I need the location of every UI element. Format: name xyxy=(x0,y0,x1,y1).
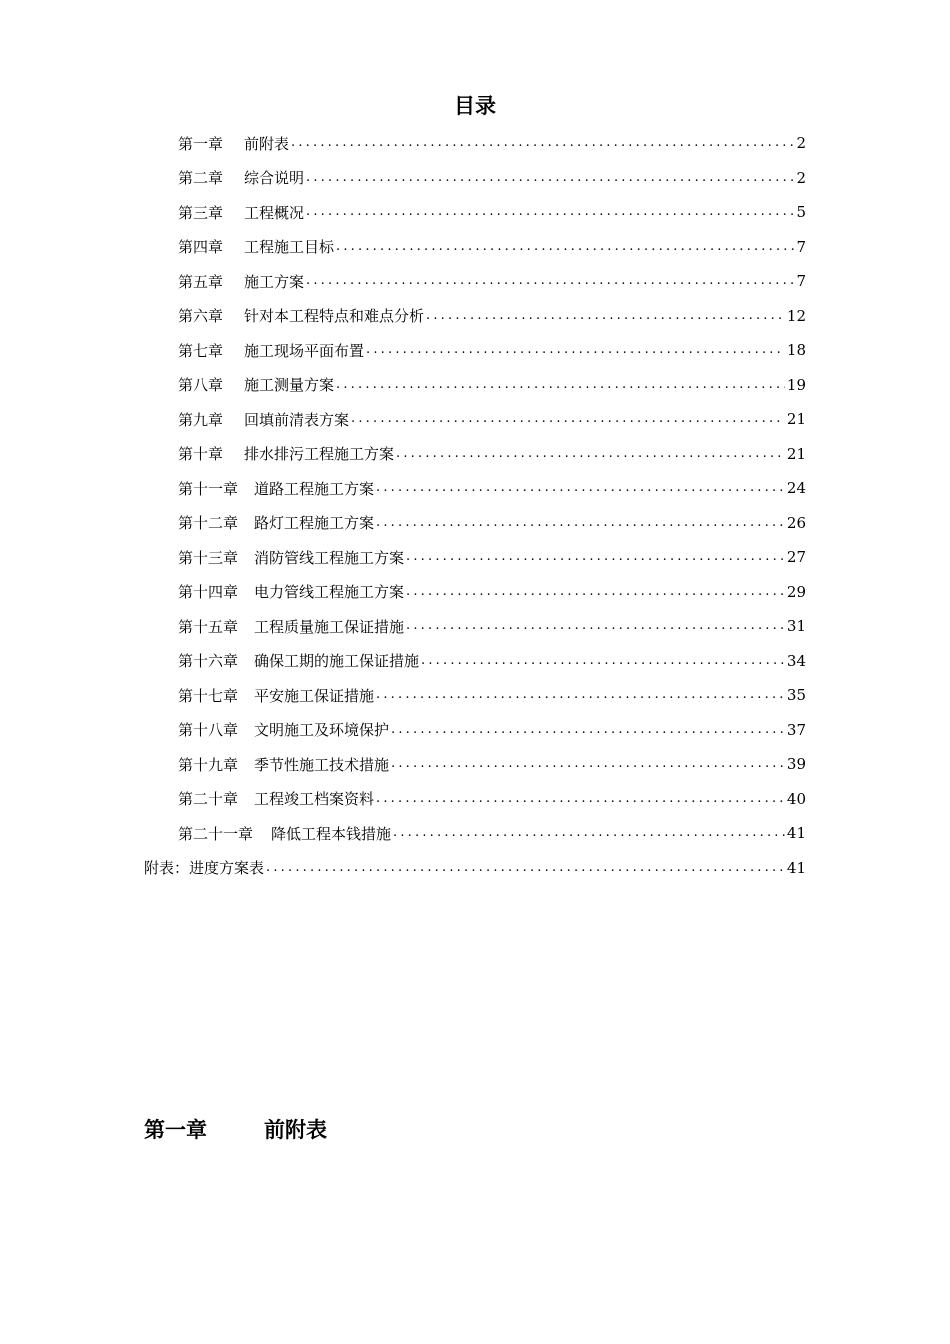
toc-entry-number: 第一章 xyxy=(178,134,224,153)
toc-entry-text: 工程竣工档案资料 xyxy=(254,790,375,808)
toc-entry-page: 2 xyxy=(796,134,806,152)
toc-entry-text: 电力管线工程施工方案 xyxy=(254,583,405,601)
chapter-heading-title: 前附表 xyxy=(264,1118,327,1142)
chapter-heading-number: 第一章 xyxy=(144,1118,207,1142)
toc-entry[interactable] xyxy=(178,195,806,229)
toc-entry-page: 41 xyxy=(786,858,806,877)
toc-entry[interactable] xyxy=(178,713,806,747)
toc-entry[interactable] xyxy=(178,126,806,160)
toc-entry[interactable] xyxy=(178,471,806,505)
toc-entry-page: 19 xyxy=(786,375,806,394)
toc-entry-page: 40 xyxy=(786,789,806,808)
toc-entry[interactable] xyxy=(178,333,806,367)
toc-entry[interactable] xyxy=(178,540,806,574)
toc-entry[interactable] xyxy=(178,747,806,781)
toc-entry-text: 道路工程施工方案 xyxy=(254,479,375,498)
toc-entry-page: 24 xyxy=(786,479,806,497)
toc-entry-text: 工程质量施工保证措施 xyxy=(254,617,405,636)
toc-entry-number: 第九章 xyxy=(178,410,224,429)
toc-leader-dots xyxy=(351,410,785,428)
toc-entry-text: 综合说明 xyxy=(244,169,305,187)
toc-entry[interactable] xyxy=(178,644,806,678)
toc-entry-page: 21 xyxy=(786,444,806,463)
toc-entry[interactable] xyxy=(178,161,806,195)
toc-title: 目录 xyxy=(454,94,496,118)
toc-leader-dots xyxy=(393,824,785,842)
toc-entry-page: 41 xyxy=(786,824,806,842)
toc-leader-dots xyxy=(406,583,785,601)
toc-leader-dots xyxy=(421,652,785,670)
toc-entry-text: 季节性施工技术措施 xyxy=(254,755,390,774)
toc-entry-text: 施工现场平面布置 xyxy=(244,341,365,360)
toc-entry-number: 第二十章 xyxy=(178,790,239,808)
toc-leader-dots xyxy=(396,445,785,463)
toc-entry-text: 工程概况 xyxy=(244,203,305,222)
toc-leader-dots xyxy=(391,755,785,773)
toc-entry[interactable] xyxy=(178,678,806,712)
toc-entry-number: 第七章 xyxy=(178,341,224,360)
toc-entry-page: 21 xyxy=(786,410,806,428)
toc-entry-text: 回填前清表方案 xyxy=(244,410,350,429)
toc-entry-number: 第二章 xyxy=(178,169,224,187)
toc-entry[interactable] xyxy=(178,402,806,436)
toc-leader-dots xyxy=(376,479,785,497)
toc-entry-number: 第十六章 xyxy=(178,652,239,670)
chapter-heading xyxy=(144,1112,327,1148)
toc-entry-number: 第六章 xyxy=(178,307,224,325)
toc-entry-number: 第四章 xyxy=(178,238,224,256)
toc-entry[interactable] xyxy=(178,816,806,850)
toc-entry-page: 7 xyxy=(796,272,806,290)
toc-leader-dots xyxy=(376,686,785,704)
toc-leader-dots xyxy=(366,341,785,359)
toc-entry[interactable] xyxy=(178,437,806,471)
toc-entry-number: 第十一章 xyxy=(178,479,239,498)
toc-entry-text: 排水排污工程施工方案 xyxy=(244,445,395,463)
toc-entry-number: 第十七章 xyxy=(178,686,239,705)
toc-entry-number: 第十二章 xyxy=(178,514,239,532)
toc-entry-text: 平安施工保证措施 xyxy=(254,686,375,705)
toc-entry-text: 路灯工程施工方案 xyxy=(254,514,375,532)
toc-leader-dots xyxy=(376,514,785,532)
toc-entry-page: 12 xyxy=(786,306,806,325)
toc-leader-dots xyxy=(306,203,794,221)
toc-entry[interactable] xyxy=(178,575,806,609)
toc-entry-number: 第三章 xyxy=(178,203,224,222)
toc-entry-text: 文明施工及环境保护 xyxy=(254,721,390,739)
toc-entry-page: 34 xyxy=(786,651,806,670)
toc-entry-page: 2 xyxy=(796,168,806,187)
toc-entry-number: 第十五章 xyxy=(178,617,239,636)
toc-entry-text: 附表：进度方案表 xyxy=(144,859,265,877)
toc-entry-page: 37 xyxy=(786,720,806,739)
toc-entry-number: 第十九章 xyxy=(178,755,239,774)
toc-entry-page: 7 xyxy=(796,237,806,256)
toc-entry-text: 前附表 xyxy=(244,134,290,153)
toc-entry-text: 针对本工程特点和难点分析 xyxy=(244,307,425,325)
toc-leader-dots xyxy=(406,548,785,566)
toc-entry-page: 5 xyxy=(796,203,806,221)
toc-leader-dots xyxy=(336,376,785,394)
toc-leader-dots xyxy=(291,134,794,152)
toc-leader-dots xyxy=(391,721,785,739)
toc-entry-page: 35 xyxy=(786,686,806,704)
toc-entry[interactable] xyxy=(178,782,806,816)
toc-entry-number: 第十八章 xyxy=(178,721,239,739)
toc-leader-dots xyxy=(266,859,785,877)
toc-entry-text: 确保工期的施工保证措施 xyxy=(254,652,420,670)
toc-entry-page: 18 xyxy=(786,341,806,359)
toc-entry-text: 工程施工目标 xyxy=(244,238,335,256)
toc-entry-number: 第五章 xyxy=(178,272,224,291)
toc-entry[interactable] xyxy=(178,230,806,264)
toc-appendix-entry[interactable] xyxy=(144,851,806,885)
toc-leader-dots xyxy=(306,169,794,187)
toc-entry-page: 31 xyxy=(786,617,806,635)
toc-entry[interactable] xyxy=(178,506,806,540)
toc-entry-number: 第十章 xyxy=(178,445,224,463)
toc-entry[interactable] xyxy=(178,368,806,402)
toc-entry-page: 39 xyxy=(786,755,806,773)
toc-leader-dots xyxy=(306,272,794,290)
toc-entry[interactable] xyxy=(178,609,806,643)
toc-entry-number: 第十三章 xyxy=(178,548,239,567)
toc-entry-number: 第十四章 xyxy=(178,583,239,601)
toc-entry-number: 第八章 xyxy=(178,376,224,394)
toc-leader-dots xyxy=(426,307,785,325)
toc-entry-page: 26 xyxy=(786,513,806,532)
toc-leader-dots xyxy=(336,238,794,256)
toc-entry[interactable] xyxy=(178,299,806,333)
toc-entry-page: 27 xyxy=(786,548,806,566)
toc-entry-text: 降低工程本钱措施 xyxy=(271,824,392,843)
toc-entry-text: 施工方案 xyxy=(244,272,305,291)
toc-leader-dots xyxy=(406,617,785,635)
toc-entry-text: 消防管线工程施工方案 xyxy=(254,548,405,567)
toc-entry-number: 第二十一章 xyxy=(178,824,254,843)
toc-entry[interactable] xyxy=(178,264,806,298)
toc-leader-dots xyxy=(376,790,785,808)
toc-entry-text: 施工测量方案 xyxy=(244,376,335,394)
toc-entry-page: 29 xyxy=(786,582,806,601)
